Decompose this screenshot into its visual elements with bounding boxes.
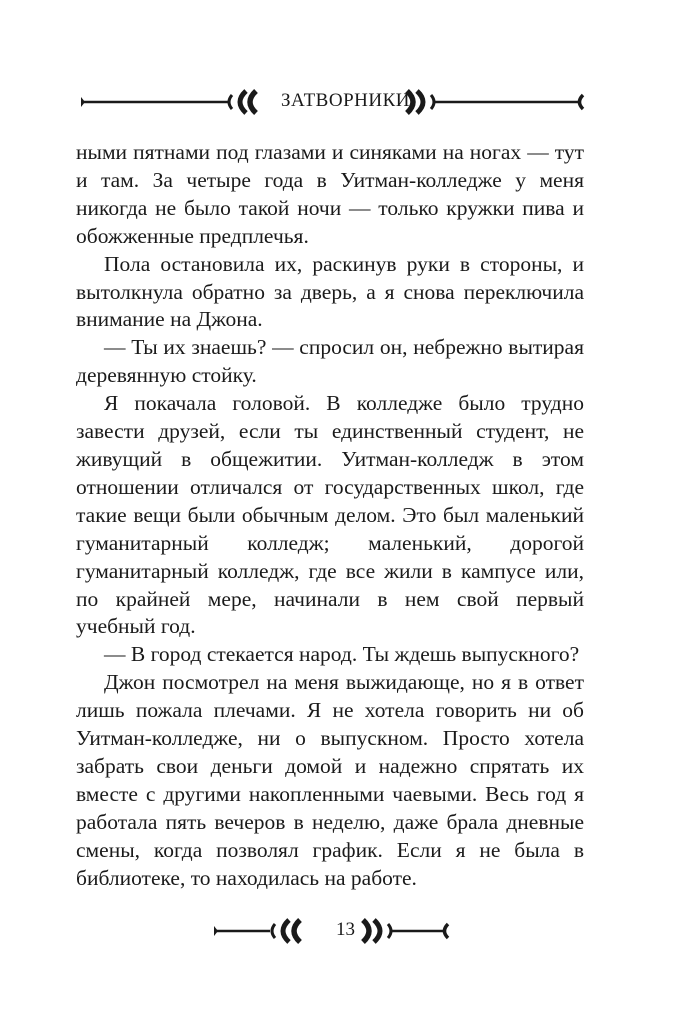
running-header <box>0 82 691 122</box>
paragraph: — Ты их знаешь? — спросил он, небрежно вытирая деревянную стойку. <box>76 335 584 388</box>
page-footer <box>0 911 691 951</box>
page-number: 13 <box>336 919 355 940</box>
body-text <box>76 139 584 892</box>
paragraph: Я покачала головой. В колледже было трудно завести друзей, если ты единственный студент, не живущий в общежитии. Уитман-колледж в этом отношении отличался от государственных школ, где такие вещи были обычным делом. Это был маленький гуманитарный колледж; маленький, дорогой гуманитарный колледж, где все жили в кампусе или, по крайней мере, начинали в нем свой первый учебный год. <box>76 391 584 639</box>
paragraph: Пола остановила их, раскинув руки в стороны, и вытолкнула обратно за дверь, а я снова переключила внимание на Джона. <box>76 251 584 332</box>
paragraph: ными пятнами под глазами и синяками на ногах — тут и там. За четыре года в Уитман-колледже у меня никогда не было такой ночи — только кружки пива и обожженные предплечья. <box>76 140 584 248</box>
paragraph: — В город стекается народ. Ты ждешь выпускного? <box>104 642 580 667</box>
paragraph: Джон посмотрел на меня выжидающе, но я в ответ лишь пожала плечами. Я не хотела говорить ни об Уитман-колледже, ни о выпускном. Просто хотела забрать свои деньги домой и надежно спрятать их вместе с другими накопленными чаевыми. Весь год я работала пять вечеров в неделю, даже брала дневные смены, когда позволял график. Если я не была в библиотеке, то находилась на работе. <box>76 670 584 890</box>
running-title: ЗАТВОРНИКИ <box>281 90 410 111</box>
